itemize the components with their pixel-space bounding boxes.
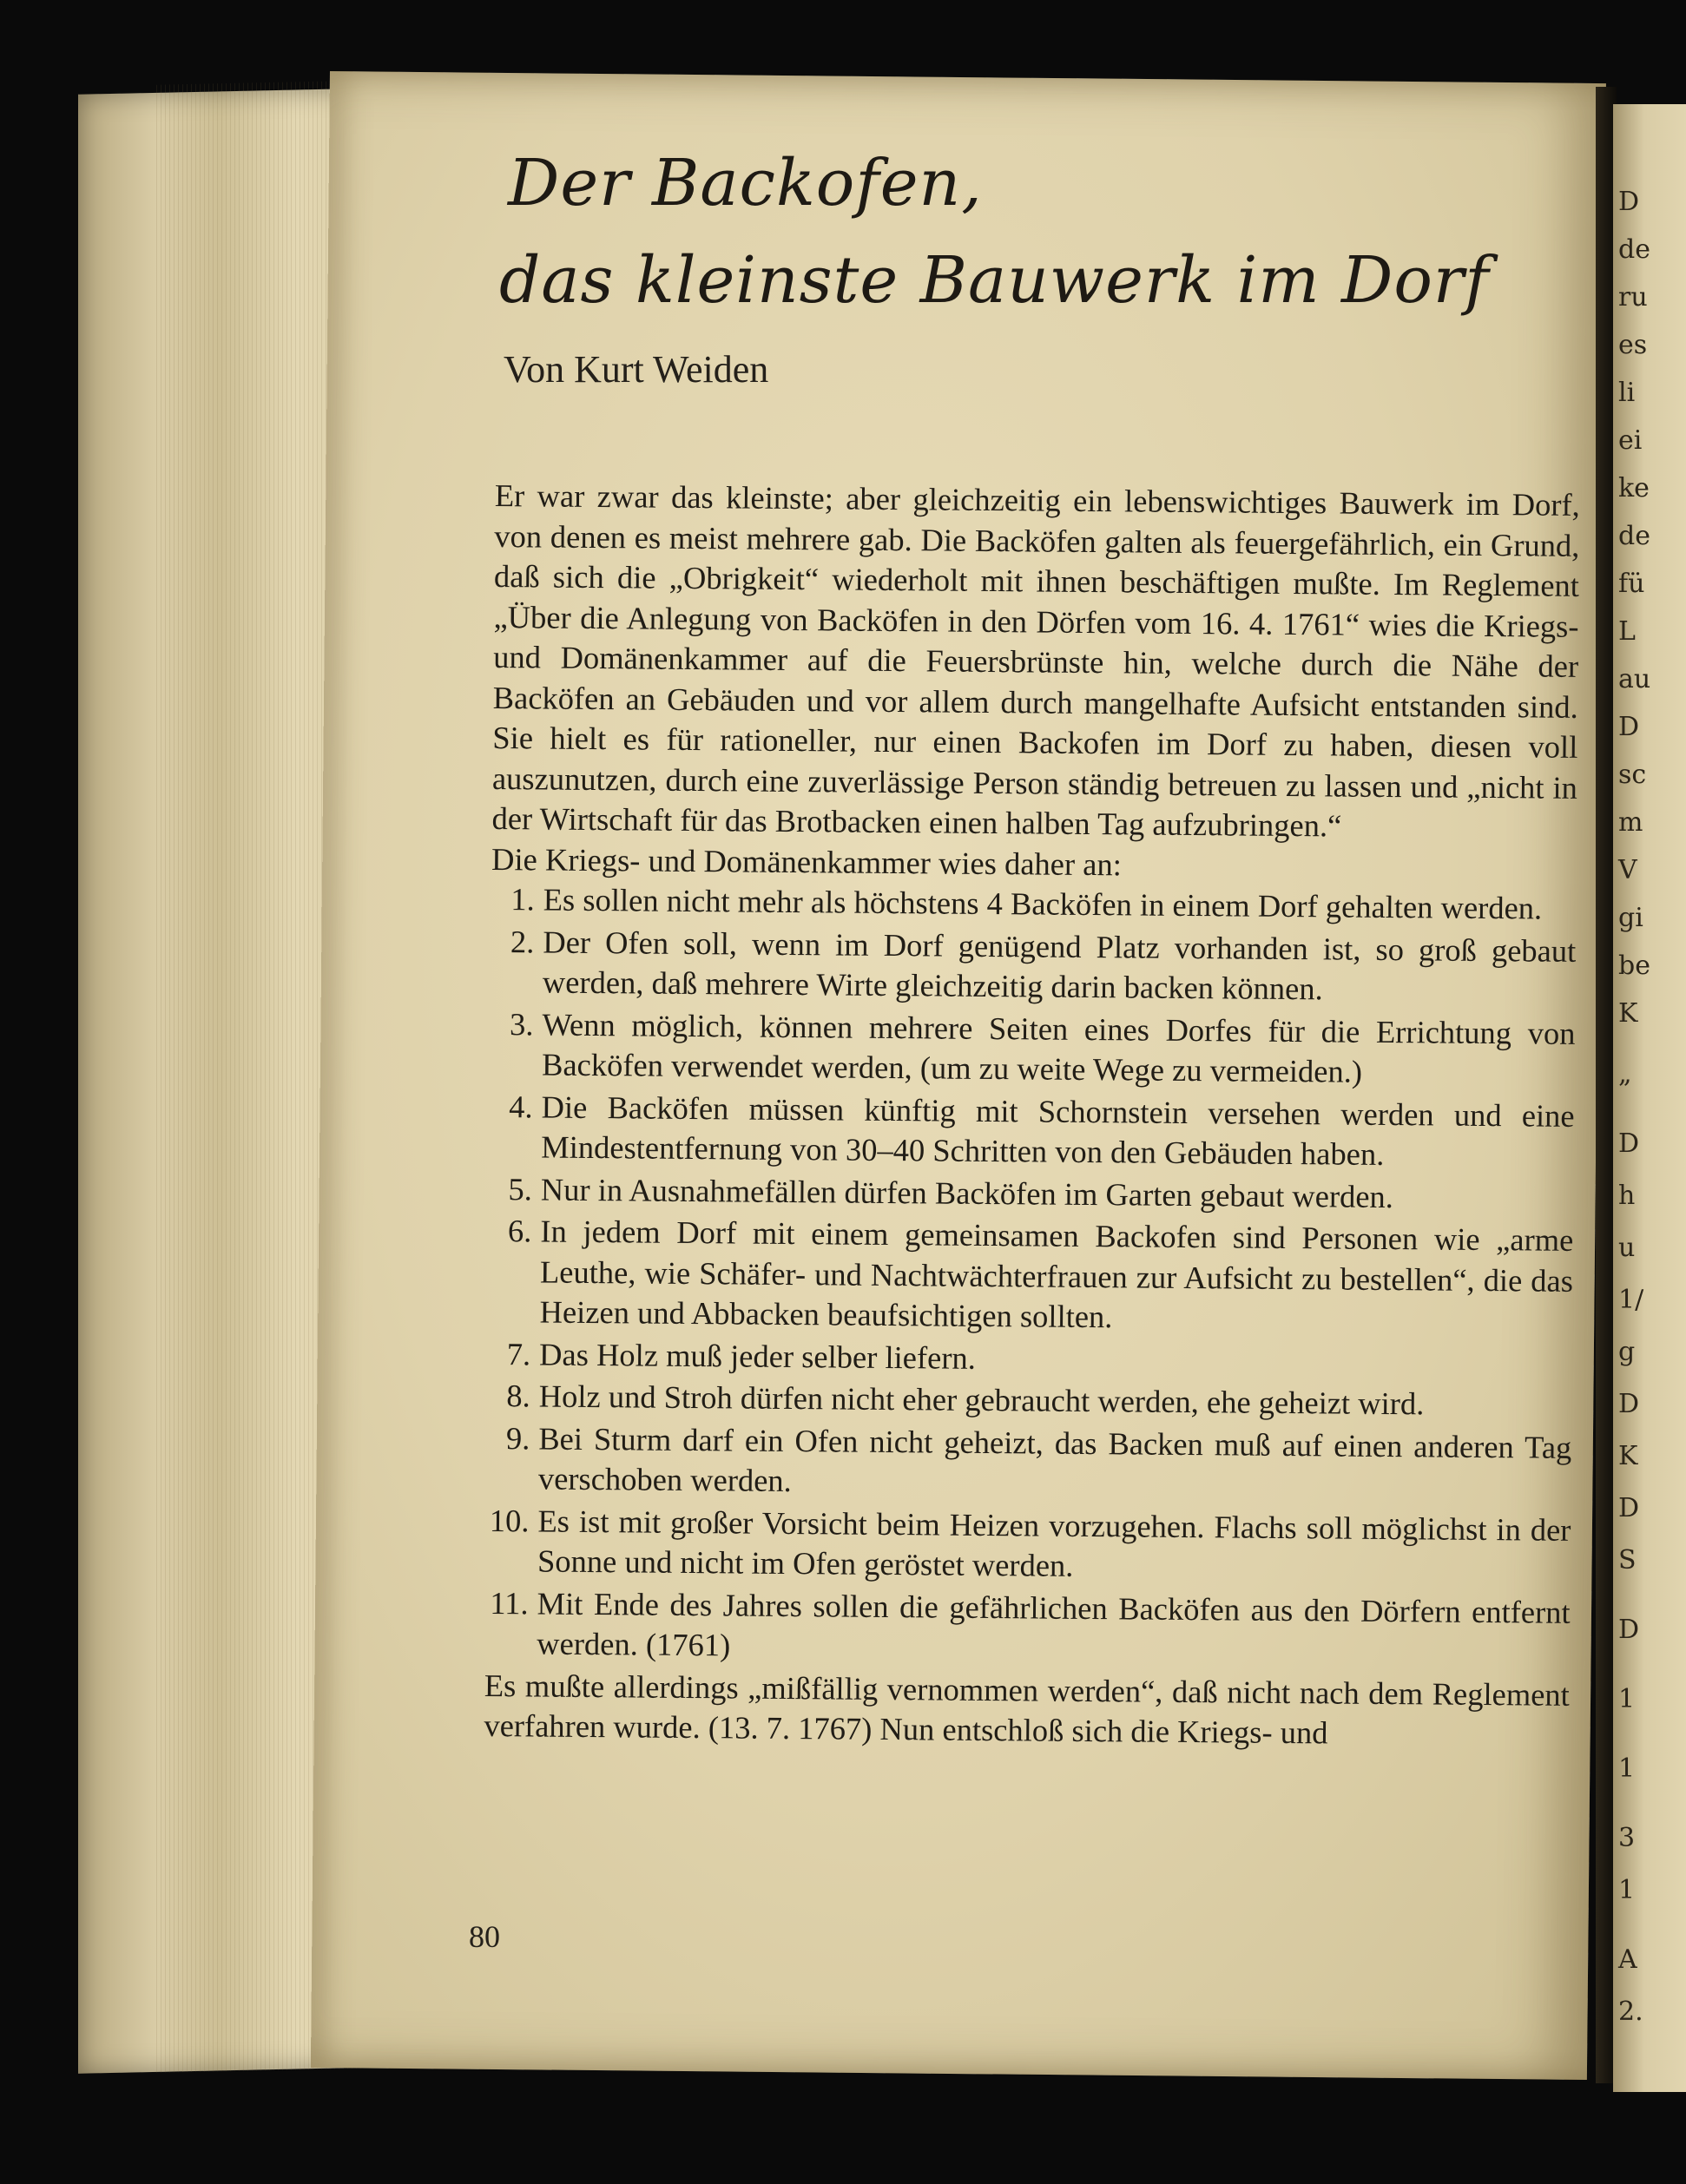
right-page-text-fragment: de <box>1618 521 1650 551</box>
right-page-text-fragment: fü <box>1618 569 1645 599</box>
rules-list <box>484 879 1577 1673</box>
rule-item <box>491 879 1577 929</box>
right-page-text-fragment: ei <box>1618 425 1643 456</box>
right-page-text-fragment: ke <box>1618 473 1650 503</box>
rule-number: 7. <box>506 1335 531 1372</box>
rule-text: In jedem Dorf mit einem gemeinsamen Backofen sind Personen wie „arme Leuthe, wie Schäfer- und Nachtwächterfrauen zur Aufsicht zu bestellen“, die das Heizen und Abbacken beaufsichtigen sollten. <box>539 1213 1574 1335</box>
rule-item <box>489 1086 1575 1176</box>
rule-number: 6. <box>507 1213 532 1249</box>
right-page-text-fragment: S <box>1618 1545 1637 1576</box>
right-page-text-fragment: D <box>1618 712 1640 742</box>
rule-number: 10. <box>489 1502 530 1538</box>
right-page-text-fragment: es <box>1618 330 1648 360</box>
right-page-text-fragment: D <box>1618 1615 1640 1645</box>
rule-item <box>490 1003 1576 1094</box>
right-page-text-fragment: u <box>1618 1233 1636 1263</box>
page-number: 80 <box>469 1919 500 1954</box>
rule-number: 11. <box>490 1584 529 1621</box>
rule-number: 2. <box>510 923 535 959</box>
rule-number: 8. <box>506 1378 530 1414</box>
rule-number: 4. <box>509 1088 533 1124</box>
rule-item <box>487 1333 1572 1383</box>
right-page-text-fragment: g <box>1618 1337 1636 1367</box>
article-author: Von Kurt Weiden <box>504 348 769 391</box>
right-page-text-fragment: li <box>1618 378 1636 408</box>
right-page-text-fragment: 1 <box>1618 1753 1636 1784</box>
right-page-text-fragment: h <box>1618 1181 1636 1211</box>
rule-text: Es ist mit großer Vorsicht beim Heizen vorzugehen. Flachs soll möglichst in der Sonne und nicht im Ofen geröstet werden. <box>537 1502 1571 1583</box>
rule-text: Mit Ende des Jahres sollen die gefährlichen Backöfen aus den Dörfern entfernt werden. (1761) <box>537 1584 1571 1663</box>
right-page-text-fragment: 1 <box>1618 1875 1636 1905</box>
right-page-text-fragment: D <box>1618 187 1640 217</box>
right-page-text-fragment: L <box>1618 616 1636 647</box>
right-page-text-fragment: 3 <box>1618 1823 1636 1853</box>
rule-text: Wenn möglich, können mehrere Seiten eines Dorfes für die Errichtung von Backöfen verwendet werden, (um zu weite Wege zu vermeiden.) <box>541 1006 1576 1089</box>
right-page-text-fragment: 1 <box>1618 1684 1636 1714</box>
right-page-text-fragment: be <box>1618 951 1650 981</box>
rule-item <box>487 1376 1572 1425</box>
rule-item <box>487 1211 1573 1341</box>
rule-number: 3. <box>509 1005 534 1042</box>
right-page-text-fragment: sc <box>1618 760 1647 790</box>
right-page-text-fragment: K <box>1618 1441 1638 1471</box>
rule-item <box>485 1500 1571 1590</box>
right-page-text-fragment: A <box>1618 1944 1637 1975</box>
right-page-text-fragment: K <box>1618 998 1638 1029</box>
rule-item <box>491 921 1577 1011</box>
intro-paragraph: Er war zwar das kleinste; aber gleichzeitig ein lebenswichtiges Bauwerk im Dorf, von denen es meist mehrere gab. Die Backöfen galten als feuergefährlich, ein Grund, daß sich die „Obrigkeit“ wiederholt mit ihnen beschäftigen mußte. Im Reglement „Über die Anlegung von Backöfen in den Dörfen vom 16. 4. 1761“ wies die Kriegs- und Domänenkammer auf die Feuersbrünste hin, welche durch die Nähe der Backöfen an Gebäuden und vor allem durch mangelhafte Aufsicht entstanden sind. Sie hielt es für rationeller, nur einen Backofen im Dorf zu haben, diesen voll auszunutzen, durch eine zuverlässige Person ständig betreuen zu lassen und „nicht in der Wirtschaft für das Brotbacken einen halben Tag aufzubringen.“ <box>491 477 1580 844</box>
rule-item <box>489 1168 1574 1218</box>
right-page-text-fragment: D <box>1618 1128 1640 1159</box>
title-line-2: das kleinste Bauwerk im Dorf <box>499 243 1490 318</box>
rule-number: 1. <box>510 881 535 918</box>
rule-number: 9. <box>505 1419 530 1456</box>
rule-text: Holz und Stroh dürfen nicht eher gebraucht werden, ehe geheizt wird. <box>538 1378 1425 1422</box>
right-page-text-fragment: 1/ <box>1618 1285 1644 1315</box>
right-page-text-fragment: au <box>1618 664 1651 694</box>
rule-text: Bei Sturm darf ein Ofen nicht geheizt, das Backen muß auf einen anderen Tag verschoben werden. <box>537 1419 1572 1499</box>
rule-text: Der Ofen soll, wenn im Dorf genügend Platz vorhanden ist, so groß gebaut werden, daß mehrere Wirte gleichzeitig darin backen können. <box>542 924 1577 1007</box>
right-page-text-fragment: D <box>1618 1493 1640 1523</box>
rule-text: Es sollen nicht mehr als höchstens 4 Backöfen in einem Dorf gehalten werden. <box>543 881 1543 926</box>
right-page-text-fragment: m <box>1618 807 1643 838</box>
rule-item <box>484 1582 1571 1673</box>
rule-text: Das Holz muß jeder selber liefern. <box>538 1335 977 1376</box>
rule-number: 5. <box>508 1170 533 1207</box>
article-body <box>484 476 1580 1755</box>
title-line-1: Der Backofen, <box>508 146 983 220</box>
right-page-text-fragment: de <box>1618 234 1650 265</box>
right-page-text-fragment: D <box>1618 1389 1640 1419</box>
rule-item <box>486 1418 1572 1508</box>
closing-paragraph: Es mußte allerdings „mißfällig vernommen werden“, daß nicht nach dem Reglement verfahren wurde. (13. 7. 1767) Nun entschloß sich die Kriegs- und <box>484 1667 1570 1751</box>
right-page-text-fragment: ru <box>1618 282 1648 312</box>
right-page-fragment <box>1613 104 1686 2092</box>
lead-in: Die Kriegs- und Domänenkammer wies daher an: <box>491 840 1123 882</box>
right-page-text-fragment: V <box>1618 855 1637 885</box>
right-page-text-fragment: 2. <box>1618 1997 1643 2027</box>
right-page-text-fragment: gi <box>1618 903 1643 933</box>
rule-text: Nur in Ausnahmefällen dürfen Backöfen im Garten gebaut werden. <box>540 1170 1394 1214</box>
rule-text: Die Backöfen müssen künftig mit Schornstein versehen werden und eine Mindestentfernung von 30–40 Schritten von den Gebäuden haben. <box>541 1088 1575 1172</box>
right-page-text-fragment: „ <box>1618 1059 1632 1089</box>
article-title <box>499 135 1490 329</box>
